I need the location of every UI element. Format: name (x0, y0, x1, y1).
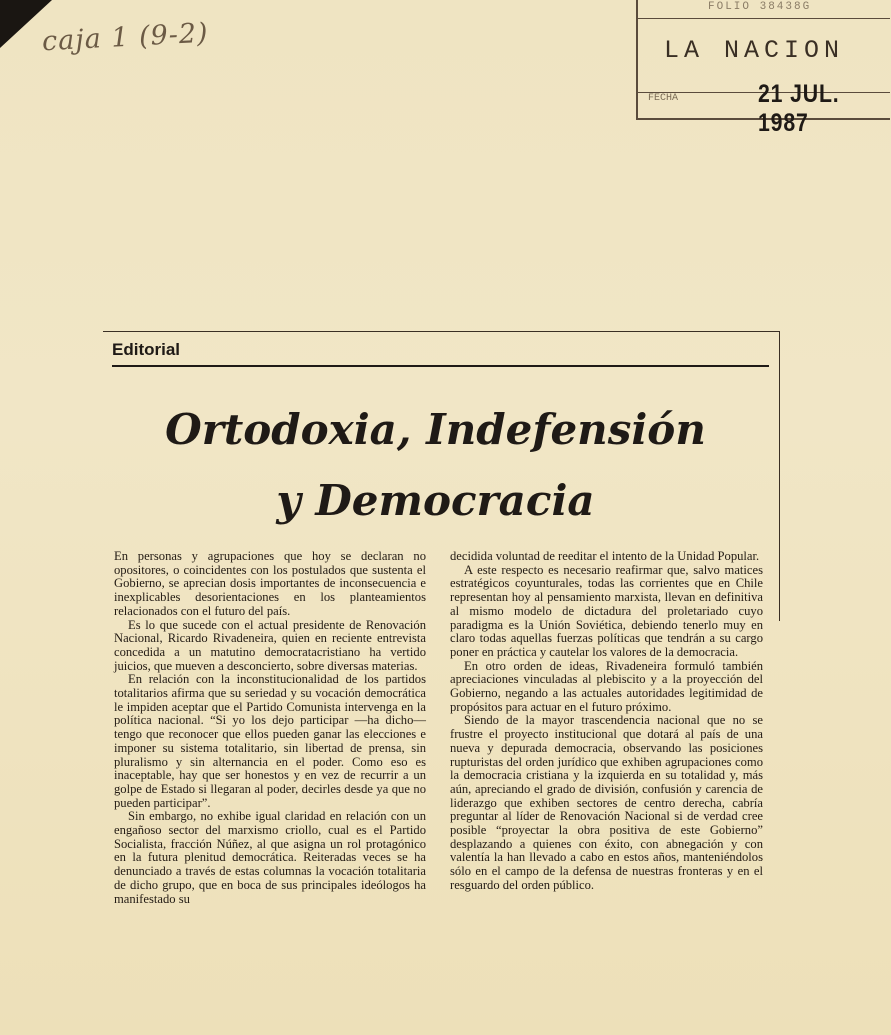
frame-top-rule (103, 331, 780, 332)
paragraph: En relación con la inconstitucionalidad de los partidos totalitarios afirma que su seriedad y su vocación democrática le impiden aceptar que el Partido Comunista intervenga en la política nacional. “Si yo los dejo participar —ha dicho— tengo que reconocer que ellos pueden ganar las elecciones e imponer su sistema totalitario, sin libertad de prensa, sin pluralismo y sin alternancia en el poder. Como eso es inaceptable, hay que ser honestos y en vez de recurrir a un golpe de Estado si llegaran al poder, decirles desde ya que no pueden participar”. (114, 672, 426, 810)
handwritten-annotation: caja 1 (9-2) (41, 17, 210, 58)
paragraph: decidida voluntad de reeditar el intento de la Unidad Popular. (450, 549, 760, 563)
left-column (114, 550, 426, 906)
headline-line-1: Ortodoxia, Indefensión (165, 405, 706, 454)
stamp-date-label: FECHA (648, 93, 679, 104)
paragraph: En otro orden de ideas, Rivadeneira formuló también apreciaciones vinculadas al plebiscito y a la proyección del Gobierno, negando a las actuales autoridades legitimidad de propósitos para actuar en el futuro próximo. (450, 658, 763, 714)
section-label: Editorial (112, 340, 181, 359)
paragraph: Siendo de la mayor trascendencia nacional que no se frustre el proyecto institucional que dotará al país de una nueva y depurada democracia, observando las posiciones rupturistas del orden jurídico que exhiben agrupaciones como la democracia cristiana y la izquierda en su totalidad y, más aún, apreciando el grado de división, confusión y carencia de liderazgo que exhiben sectores de centro derecha, cabría preguntar al líder de Renovación Nacional si de verdad cree posible “proyectar la obra positiva de este Gobierno” desplazando a quienes con éxito, con abnegación y con valentía la han llevado a cabo en estos años, manteniéndolos sólo en el campo de la defensa de nuestras fronteras y en el resguardo del orden público. (450, 713, 763, 892)
paragraph: Sin embargo, no exhibe igual claridad en relación con un engañoso sector del marxismo criollo, cual es el Partido Socialista, fracción Núñez, al que asigna un rol protagónico en la futura plenitud democrática. Reiteradas veces se ha denunciado a través de estas columnas la vocación totalitaria de dicho grupo, que en boca de sus principales ideólogos ha manifestado su (114, 809, 426, 906)
right-column (450, 550, 763, 893)
headline-line-2: y Democracia (276, 476, 595, 525)
stamp-newspaper-name: LA NACION (664, 36, 845, 65)
stamp-folio: FOLIO 38438G (708, 1, 812, 13)
stamp-divider-top (638, 18, 890, 19)
stamp-date: 21 JUL. 1987 (758, 80, 840, 137)
paragraph: Es lo que sucede con el actual presidente de Renovación Nacional, Ricardo Rivadeneira, quien en reciente entrevista concedida a un matutino democratacristiano ha vertido juicios, que mueven a desconcierto, sobre diversas materias. (114, 617, 426, 673)
archive-stamp (636, 0, 890, 137)
paragraph: A este respecto es necesario reafirmar que, salvo matices estratégicos coyunturales, todas las corrientes que en Chile representan hoy al pensamiento marxista, llevan en definitiva al mismo modelo de dictadura del proletariado cuyo paradigma es la Unión Soviética, debiendo tenerlo muy en claro todas aquellas fuerzas políticas que tendrán a su cargo poner en práctica y cautelar los valores de la democracia. (450, 562, 763, 659)
section-rule (112, 365, 769, 367)
paragraph: En personas y agrupaciones que hoy se declaran no opositores, o coincidentes con los postulados que sustenta el Gobierno, se aprecian dosis importantes de inconsecuencia e inexplicables desorientaciones en los planteamientos relacionados con el futuro del país. (114, 549, 426, 618)
